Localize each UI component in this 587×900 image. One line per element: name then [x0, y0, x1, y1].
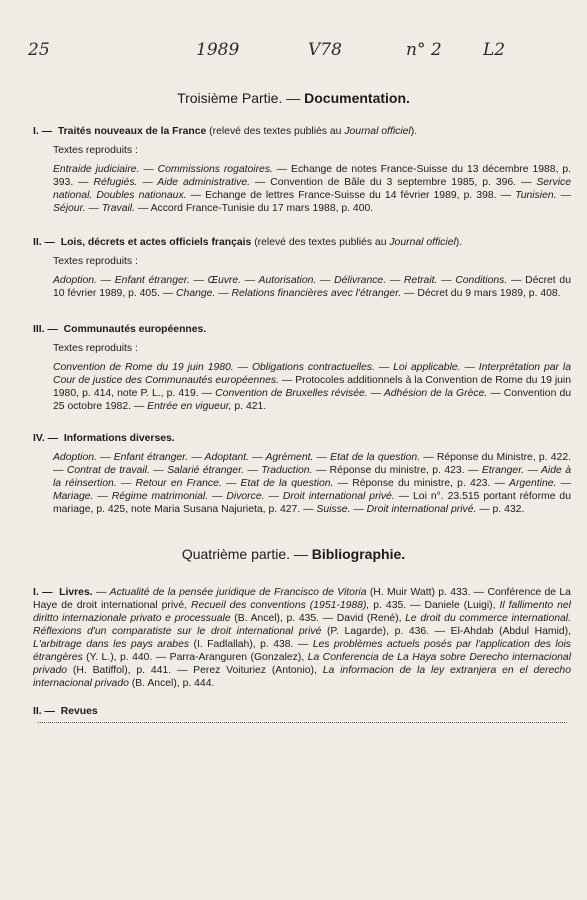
section-laws — [33, 236, 571, 300]
section-heading: III. — Communautés européennes. — [33, 324, 207, 335]
subheading: Textes reproduits : — [53, 256, 138, 267]
section-various-information — [33, 432, 571, 516]
section-heading: II. — Lois, décrets et actes officiels français (relevé des textes publiés au Journal officiel). — [33, 237, 463, 248]
section-heading: IV. — Informations diverses. — [33, 433, 175, 444]
section-european-communities — [33, 323, 571, 413]
section-treaties — [33, 125, 571, 215]
section-text: I. — Livres. — Actualité de la pensée juridique de Francisco de Vitoria (H. Muir Watt) p. 433. — Conférence de La Haye de droit international privé, Recueil des conventions (1951-1988), p. 435. — Daniele (Luigi), Il fallimento nel diritto internazionale privato e processuale (B. Ancel), p. 435. — David (René), Le droit du commerce international. Réflexions d'un comparatiste sur le droit international privé (P. Lagarde), p. 436. — El-Ahdab (Abdul Hamid), L'arbitrage dans les pays arabes (I. Fadlallah), p. 438. — Les problèmes actuels posés par l'application des lois étrangères (Y. L.), p. 440. — Parra-Aranguren (Gonzalez), La Conferencia de La Haya sobre Derecho internacional privado (H. Batiffol), p. 441. — Perez Voituriez (Antonio), La informacion de la ley extranjera en el derecho internacional privado (B. Ancel), p. 444. — [33, 587, 572, 689]
hand-note-code: L2 — [483, 40, 506, 60]
handwritten-annotations — [28, 40, 567, 66]
section-books — [33, 586, 571, 690]
hand-note-volume: V78 — [308, 40, 342, 60]
section-text: Adoption. — Enfant étranger. — Œuvre. — Autorisation. — Délivrance. — Retrait. — Conditions. — Décret du 10 février 1989, p. 405. — Change. — Relations financières avec l'étranger. — Décret du 9 mars 1989, p. 408. — [53, 275, 571, 299]
hand-note-year: 1989 — [196, 40, 240, 60]
dotted-rule — [38, 722, 567, 723]
subheading: Textes reproduits : — [53, 343, 138, 354]
part-three-title: Troisième Partie. — Documentation. — [177, 90, 410, 106]
hand-note-issue: n° 2 — [406, 40, 442, 60]
section-text: Entraide judiciaire. — Commissions rogatoires. — Echange de notes France-Suisse du 13 décembre 1988, p. 393. — Réfugiés. — Aide administrative. — Convention de Bâle du 3 septembre 1985, p. 396. — Service national. Doubles nationaux. — Echange de lettres France-Suisse du 14 février 1989, p. 398. — Tunisien. — Séjour. — Travail. — Accord France-Tunisie du 17 mars 1988, p. 400. — [53, 164, 572, 214]
hand-note-number: 25 — [28, 40, 50, 60]
part-four-title: Quatrième partie. — Bibliographie. — [181, 546, 406, 562]
subheading: Textes reproduits : — [53, 145, 138, 156]
section-heading: II. — Revues — [33, 706, 98, 717]
section-heading: I. — Traités nouveaux de la France (relevé des textes publiés au Journal officiel). — [33, 126, 418, 137]
section-journals — [33, 705, 571, 718]
section-text: Convention de Rome du 19 juin 1980. — Obligations contractuelles. — Loi applicable. — Interprétation par la Cour de justice des Communautés européennes. — Protocoles additionnels à la Convention de Rome du 19 juin 1980, p. 414, note P. L., p. 419. — Convention de Bruxelles révisée. — Adhésion de la Grèce. — Convention du 25 octobre 1982. — Entrée en vigueur, p. 421. — [53, 362, 571, 412]
section-text: Adoption. — Enfant étranger. — Adoptant. — Agrément. — Etat de la question. — Réponse du Ministre, p. 422. — Contrat de travail. — Salarié étranger. — Traduction. — Réponse du ministre, p. 423. — Etranger. — Aide à la réinsertion. — Retour en France. — Etat de la question. — Réponse du ministre, p. 423. — Argentine. — Mariage. — Régime matrimonial. — Divorce. — Droit international privé. — Loi n°. 23.515 portant réforme du mariage, p. 425, note Maria Susana Najurieta, p. 427. — Suisse. — Droit international privé. — p. 432. — [53, 452, 571, 515]
